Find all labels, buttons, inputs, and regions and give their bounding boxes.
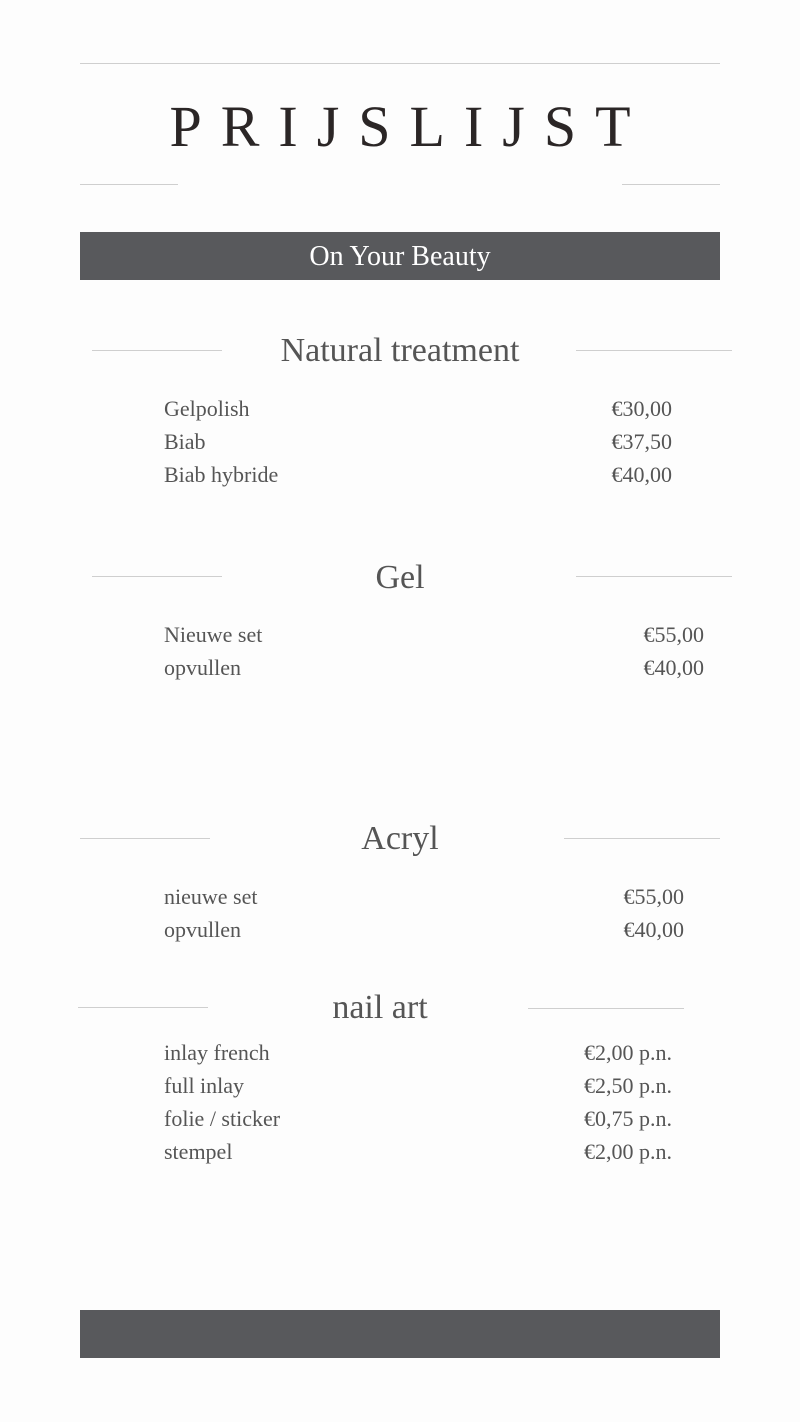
item-name: full inlay bbox=[164, 1073, 245, 1098]
price-row bbox=[164, 396, 672, 422]
price-row bbox=[164, 1073, 672, 1099]
subtitle: On Your Beauty bbox=[309, 241, 491, 272]
item-name: opvullen bbox=[164, 655, 241, 680]
item-price: €55,00 bbox=[643, 622, 704, 647]
item-price: €55,00 bbox=[623, 884, 684, 909]
section-heading-gel: Gel bbox=[375, 559, 425, 596]
price-row bbox=[164, 655, 704, 681]
title-underline-right bbox=[622, 184, 720, 185]
price-row bbox=[164, 429, 672, 455]
price-row bbox=[164, 1139, 672, 1165]
item-name: Nieuwe set bbox=[164, 622, 263, 647]
page-title: PRIJSLIJST bbox=[169, 94, 650, 159]
item-name: folie / sticker bbox=[164, 1106, 281, 1131]
item-price: €2,50 p.n. bbox=[584, 1073, 672, 1098]
item-price: €40,00 bbox=[611, 462, 672, 487]
top-divider bbox=[80, 63, 720, 64]
price-row bbox=[164, 462, 672, 488]
item-name: stempel bbox=[164, 1139, 233, 1164]
subtitle-banner bbox=[80, 232, 720, 280]
section-heading-natural-treatment: Natural treatment bbox=[280, 332, 520, 369]
price-row bbox=[164, 1106, 672, 1132]
item-price: €0,75 p.n. bbox=[584, 1106, 672, 1131]
price-row bbox=[164, 884, 684, 910]
price-row bbox=[164, 1040, 672, 1066]
item-name: Biab bbox=[164, 429, 206, 454]
title-underline-left bbox=[80, 184, 178, 185]
item-name: inlay french bbox=[164, 1040, 270, 1065]
price-row bbox=[164, 917, 684, 943]
item-price: €40,00 bbox=[643, 655, 704, 680]
item-price: €30,00 bbox=[611, 396, 672, 421]
section-heading-nail-art: nail art bbox=[332, 989, 428, 1026]
item-name: Biab hybride bbox=[164, 462, 279, 487]
section-heading-acryl: Acryl bbox=[361, 820, 439, 857]
item-price: €40,00 bbox=[623, 917, 684, 942]
price-row bbox=[164, 622, 704, 648]
item-name: nieuwe set bbox=[164, 884, 258, 909]
item-price: €2,00 p.n. bbox=[584, 1040, 672, 1065]
item-price: €37,50 bbox=[611, 429, 672, 454]
item-name: Gelpolish bbox=[164, 396, 250, 421]
item-price: €2,00 p.n. bbox=[584, 1139, 672, 1164]
item-name: opvullen bbox=[164, 917, 241, 942]
footer-banner bbox=[80, 1310, 720, 1358]
